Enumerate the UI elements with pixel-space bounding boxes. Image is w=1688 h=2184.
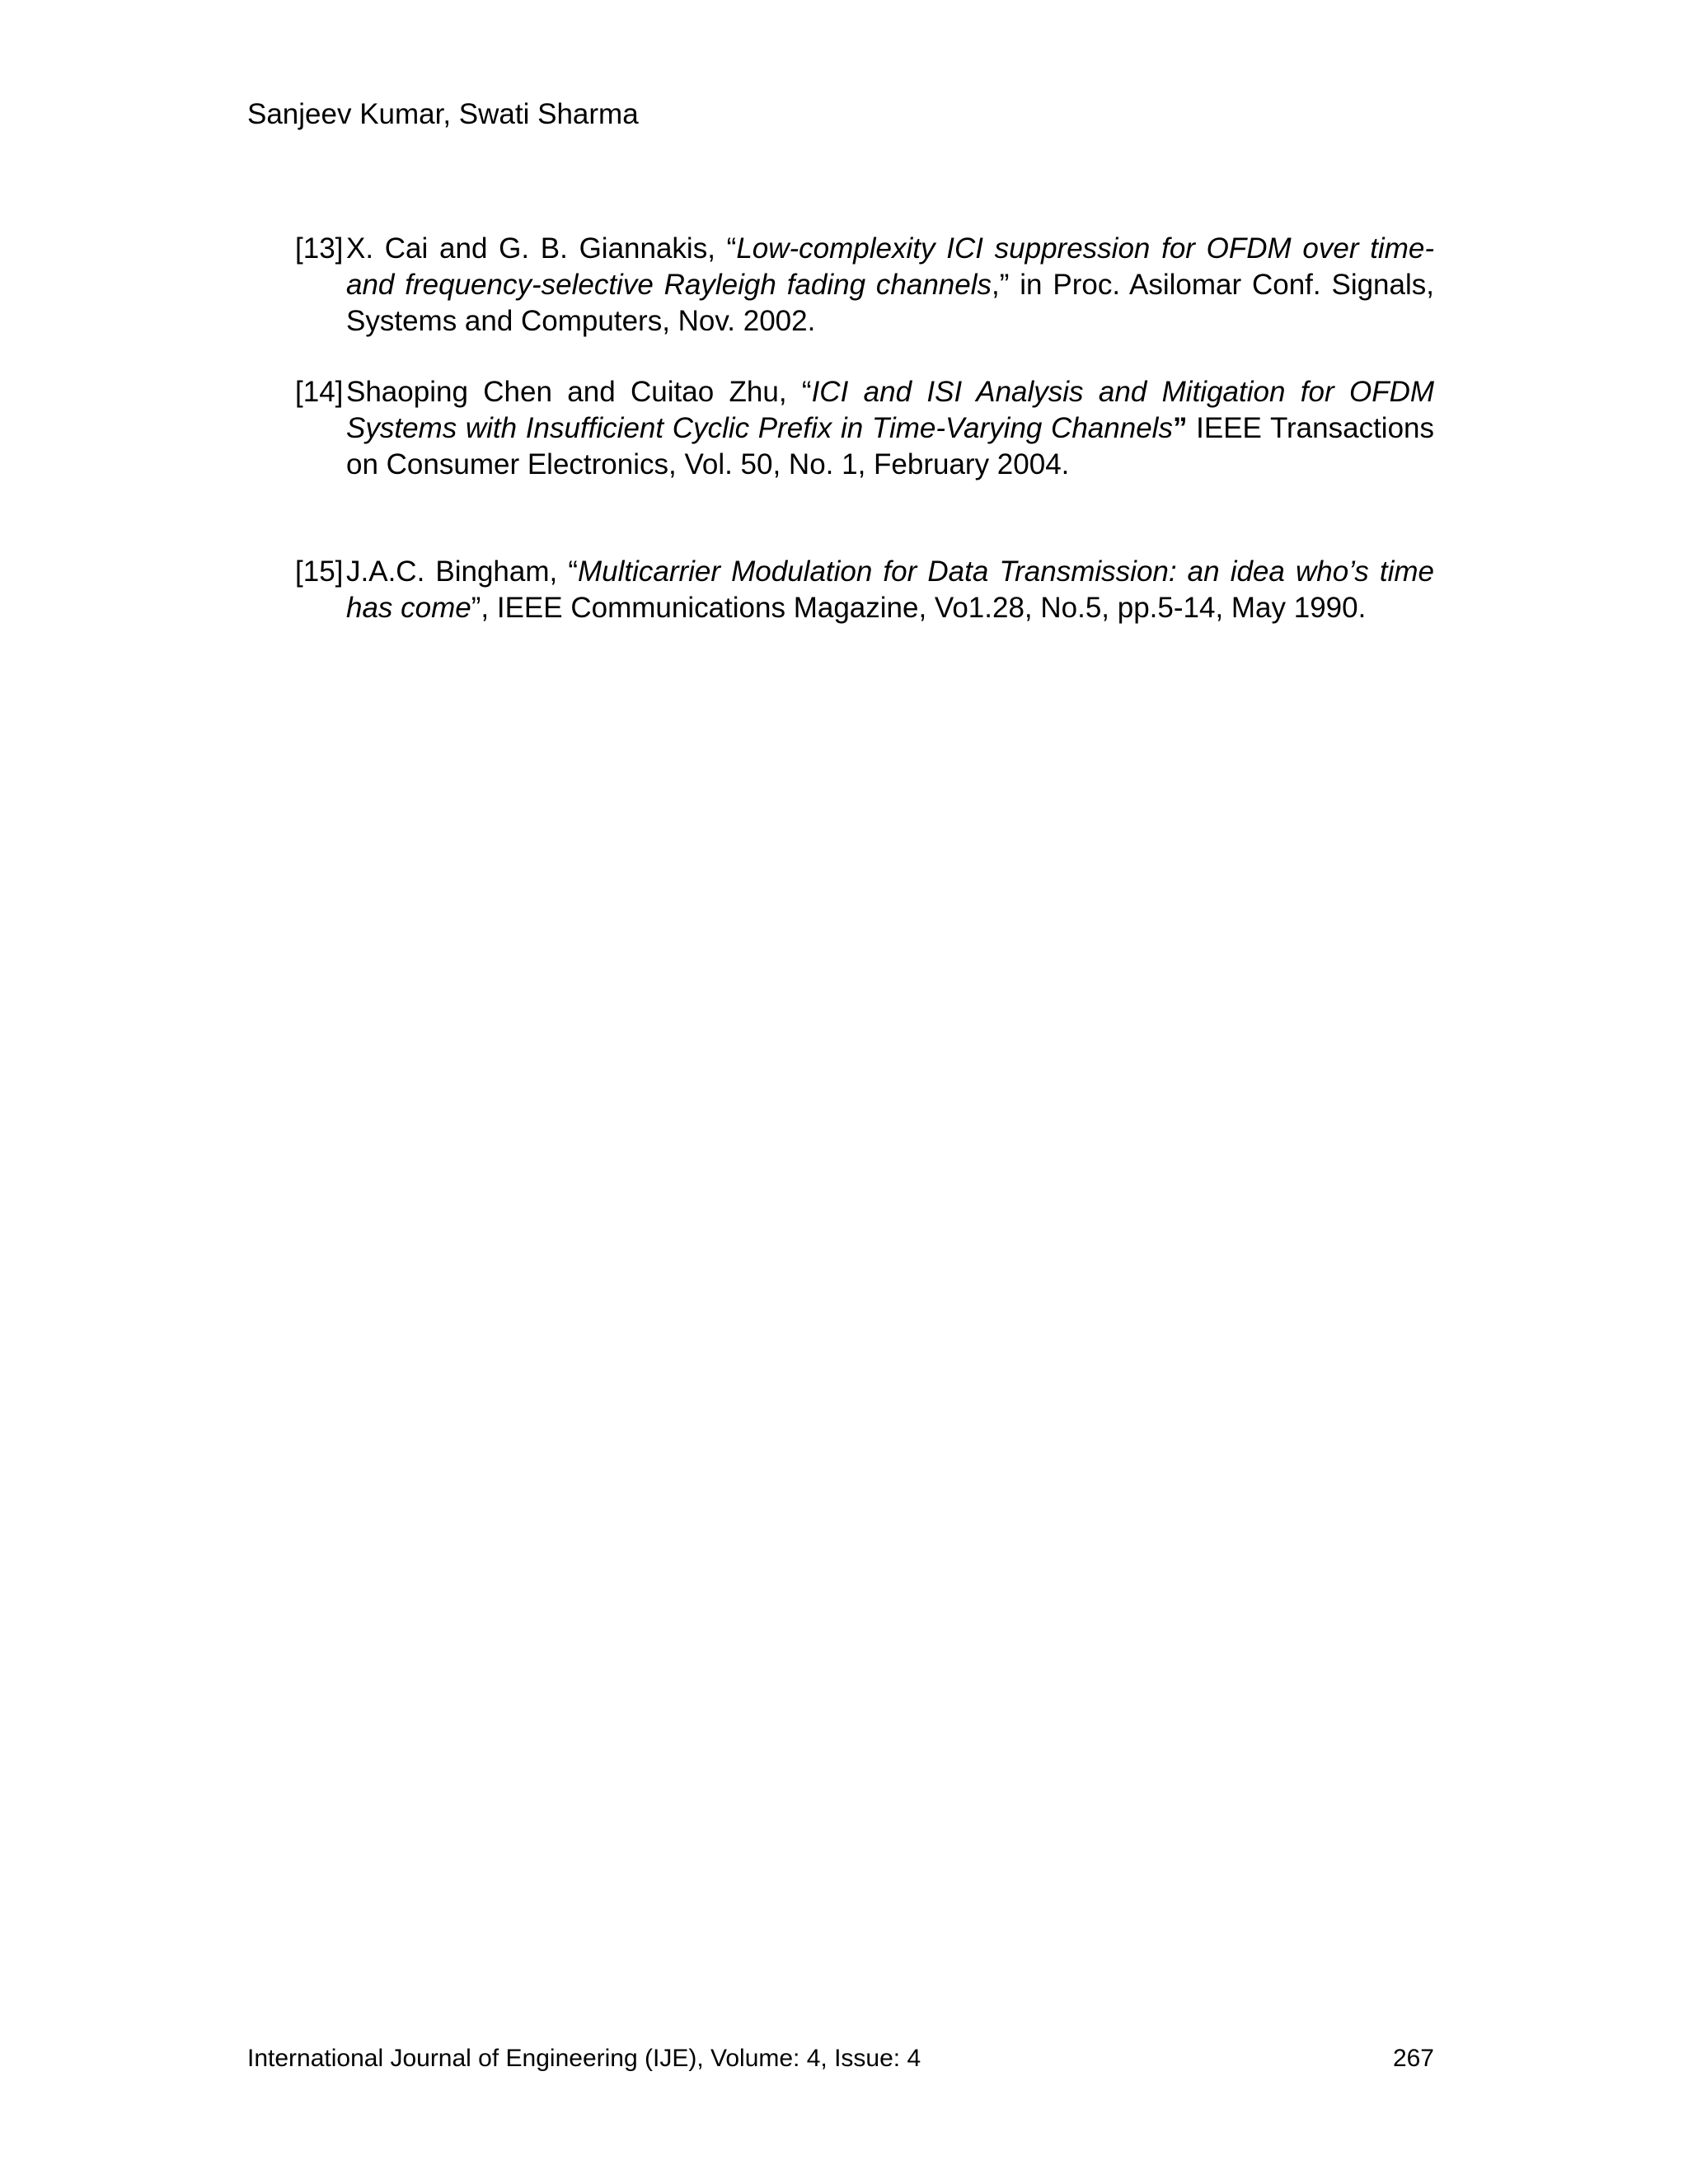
reference-authors: J.A.C. Bingham, “ [346, 555, 578, 588]
footer-journal-info: International Journal of Engineering (IJE), Volume: 4, Issue: 4 [247, 2045, 921, 2072]
reference-details: ”, IEEE Communications Magazine, Vo1.28, No.5, pp.5-14, May 1990. [471, 592, 1367, 624]
reference-14 [295, 374, 1434, 483]
reference-details: ,” in Proc. Asilomar Conf. Signals, Systems and Computers, Nov. 2002. [346, 269, 1434, 337]
reference-13 [295, 231, 1434, 340]
reference-number: [15] [295, 555, 344, 588]
reference-list [295, 231, 1434, 626]
reference-closing-quote: ” [1172, 412, 1188, 444]
reference-authors: Shaoping Chen and Cuitao Zhu, “ [346, 376, 812, 408]
reference-authors: X. Cai and G. B. Giannakis, “ [346, 232, 737, 265]
reference-title: Low-complexity ICI suppression for OFDM over time- and frequency-selective Rayleigh fading channels [346, 232, 1434, 301]
reference-title: ICI and ISI Analysis and Mitigation for OFDM Systems with Insufficient Cyclic Prefix in Time-Varying Channels [346, 376, 1435, 444]
running-header-authors: Sanjeev Kumar, Swati Sharma [247, 98, 639, 130]
reference-details: IEEE Transactions on Consumer Electronics, Vol. 50, No. 1, February 2004. [346, 412, 1435, 480]
reference-title: Multicarrier Modulation for Data Transmission: an idea who’s time has come [346, 555, 1434, 624]
page-number: 267 [1392, 2045, 1434, 2072]
reference-number: [14] [295, 376, 344, 408]
reference-number: [13] [295, 232, 344, 265]
reference-15 [295, 554, 1434, 626]
